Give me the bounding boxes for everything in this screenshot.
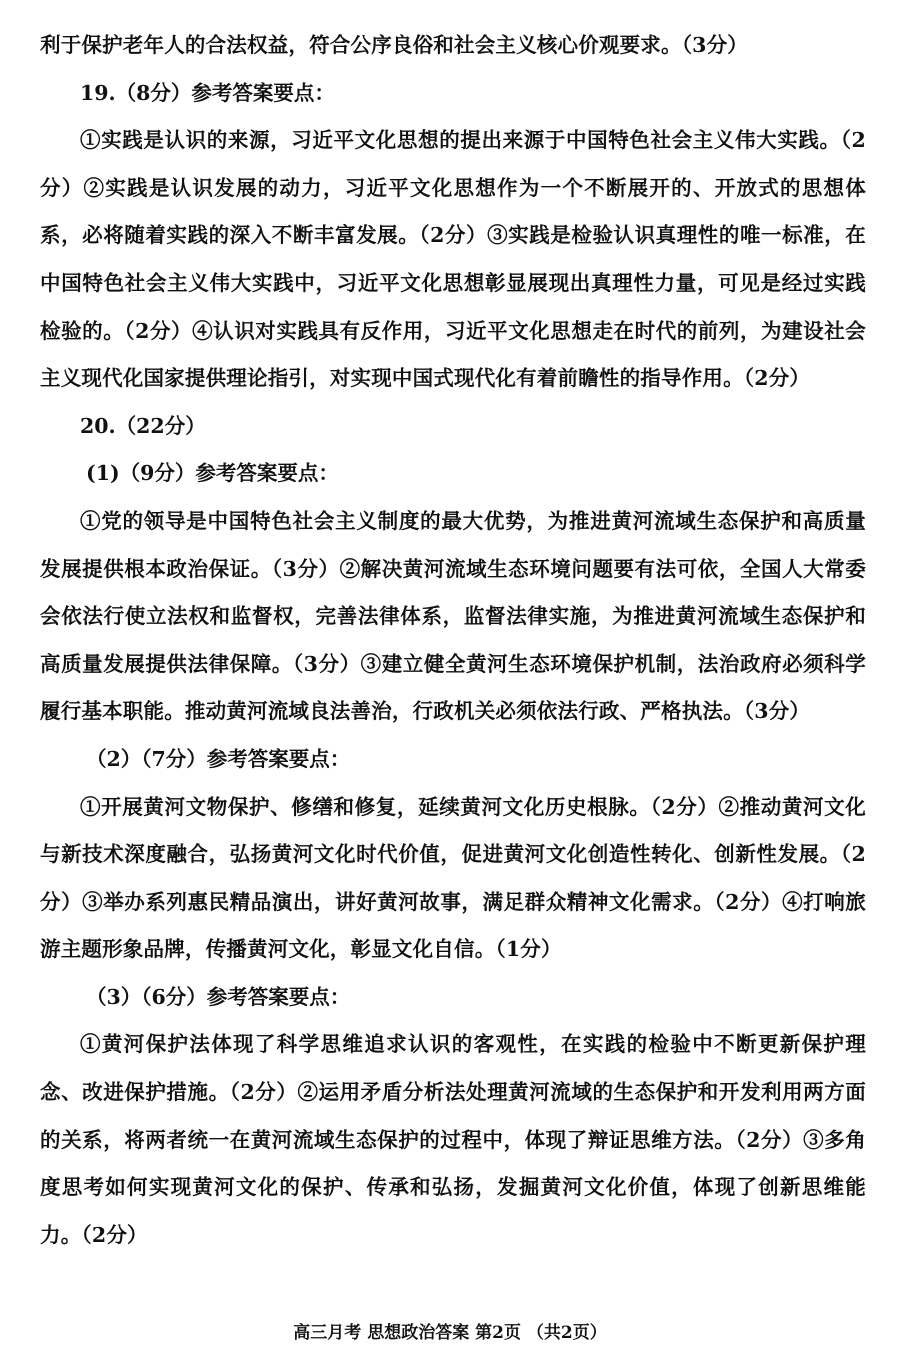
q19-heading: 19.（8分）参考答案要点： bbox=[80, 80, 335, 105]
q19-answer: ①实践是认识的来源，习近平文化思想的提出来源于中国特色社会主义伟大实践。（2分）②实践是认识发展的动力，习近平文化思想作为一个不断展开的、开放式的思想体系，必将随着实践的深入不断丰富发展。（2分）③实践是检验认识真理性的唯一标准，在中国特色社会主义伟大实践中，习近平文化思想彰显展现出真理性力量，可见是经过实践检验的。（2分）④认识对实践具有反作用，习近平文化思想走在时代的前列，为建设社会主义现代化国家提供理论指引，对实现中国式现代化有着前瞻性的指导作用。（2分） bbox=[40, 128, 866, 391]
q20-part1-answer: ①党的领导是中国特色社会主义制度的最大优势，为推进黄河流域生态保护和高质量发展提供根本政治保证。（3分）②解决黄河流域生态环境问题要有法可依，全国人大常委会依法行使立法权和监督权，完善法律体系，监督法律实施，为推进黄河流域生态保护和高质量发展提供法律保障。（3分）③建立健全黄河生态环境保护机制，法治政府必须科学履行基本职能。推动黄河流域良法善治，行政机关必须依法行政、严格执法。（3分） bbox=[40, 508, 866, 724]
q20-part3-answer: ①黄河保护法体现了科学思维追求认识的客观性，在实践的检验中不断更新保护理念、改进保护措施。（2分）②运用矛盾分析法处理黄河流域的生态保护和开发利用两方面的关系，将两者统一在黄河流域生态保护的过程中，体现了辩证思维方法。（2分）③多角度思考如何实现黄河文化的保护、传承和弘扬，发掘黄河文化价值，体现了创新思维能力。（2分） bbox=[40, 1032, 866, 1247]
q20-part2-heading: （2）（7分）参考答案要点： bbox=[86, 746, 351, 771]
q20-part2-answer: ①开展黄河文物保护、修缮和修复，延续黄河文化历史根脉。（2分）②推动黄河文化与新技术深度融合，弘扬黄河文化时代价值，促进黄河文化创造性转化、创新性发展。（2分）③举办系列惠民精品演出，讲好黄河故事，满足群众精神文化需求。（2分）④打响旅游主题形象品牌，传播黄河文化，彰显文化自信。（1分） bbox=[40, 794, 866, 962]
continuation-text: 利于保护老年人的合法权益，符合公序良俗和社会主义核心价观要求。（3分） bbox=[40, 33, 749, 57]
q20-part1-heading: (1)（9分）参考答案要点： bbox=[86, 461, 339, 486]
page-footer: 高三月考 思想政治答案 第2页 （共2页） bbox=[293, 1323, 607, 1343]
q20-part3-heading: （3）（6分）参考答案要点： bbox=[86, 984, 351, 1009]
q20-heading: 20.（22分） bbox=[80, 413, 206, 438]
